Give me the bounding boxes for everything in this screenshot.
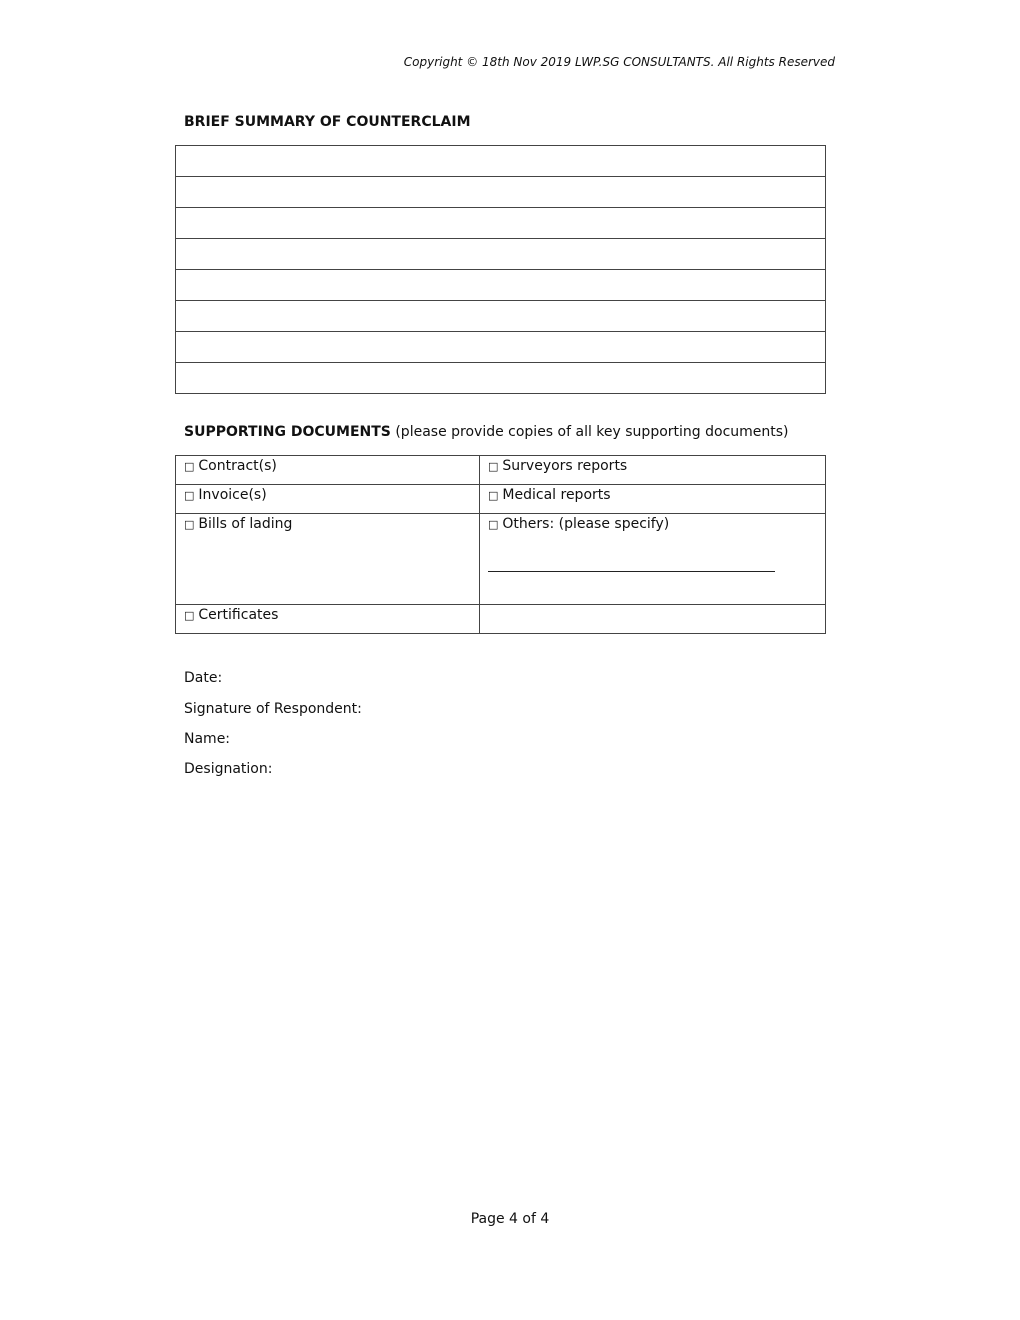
surveyors-reports-label: Surveyors reports bbox=[502, 458, 628, 474]
checkbox-icon[interactable]: □ bbox=[184, 518, 195, 531]
supporting-documents-table bbox=[175, 455, 826, 634]
summary-row bbox=[176, 177, 826, 208]
surveyors-reports-option[interactable] bbox=[480, 456, 826, 485]
invoices-label: Invoice(s) bbox=[198, 487, 267, 503]
page-number: Page 4 of 4 bbox=[470, 1211, 550, 1227]
checkbox-icon[interactable]: □ bbox=[488, 460, 499, 473]
medical-reports-option[interactable] bbox=[480, 485, 826, 514]
summary-row bbox=[176, 270, 826, 301]
supporting-documents-note: (please provide copies of all key supporting documents) bbox=[390, 424, 789, 440]
others-option[interactable] bbox=[480, 514, 826, 605]
summary-row bbox=[176, 208, 826, 239]
checkbox-icon[interactable]: □ bbox=[184, 609, 195, 622]
empty-cell bbox=[480, 605, 826, 634]
bills-of-lading-option[interactable] bbox=[176, 514, 480, 605]
checkbox-icon[interactable]: □ bbox=[488, 489, 499, 502]
summary-row bbox=[176, 239, 826, 270]
summary-entry-field[interactable] bbox=[176, 301, 826, 332]
summary-row bbox=[176, 332, 826, 363]
others-label: Others: (please specify) bbox=[502, 516, 670, 532]
checkbox-icon[interactable]: □ bbox=[488, 518, 499, 531]
supporting-documents-title bbox=[184, 424, 789, 440]
summary-entry-field[interactable] bbox=[176, 177, 826, 208]
date-label: Date: bbox=[184, 670, 223, 686]
name-label: Name: bbox=[184, 731, 231, 747]
documents-row bbox=[176, 514, 826, 605]
counterclaim-summary-table bbox=[175, 145, 826, 394]
bills-of-lading-label: Bills of lading bbox=[198, 516, 293, 532]
medical-reports-label: Medical reports bbox=[502, 487, 611, 503]
summary-row bbox=[176, 146, 826, 177]
contracts-label: Contract(s) bbox=[198, 458, 277, 474]
certificates-label: Certificates bbox=[198, 607, 279, 623]
summary-entry-field[interactable] bbox=[176, 332, 826, 363]
documents-row bbox=[176, 605, 826, 634]
summary-entry-field[interactable] bbox=[176, 363, 826, 394]
others-specify-line[interactable] bbox=[488, 571, 775, 572]
summary-row bbox=[176, 363, 826, 394]
supporting-documents-heading: SUPPORTING DOCUMENTS bbox=[184, 424, 391, 440]
checkbox-icon[interactable]: □ bbox=[184, 489, 195, 502]
designation-label: Designation: bbox=[184, 761, 273, 777]
counterclaim-summary-title: BRIEF SUMMARY OF COUNTERCLAIM bbox=[184, 114, 471, 130]
summary-entry-field[interactable] bbox=[176, 146, 826, 177]
checkbox-icon[interactable]: □ bbox=[184, 460, 195, 473]
documents-row bbox=[176, 456, 826, 485]
summary-entry-field[interactable] bbox=[176, 270, 826, 301]
copyright-notice: Copyright © 18th Nov 2019 LWP.SG CONSULTANTS. All Rights Reserved bbox=[403, 55, 835, 69]
summary-entry-field[interactable] bbox=[176, 208, 826, 239]
documents-row bbox=[176, 485, 826, 514]
invoices-option[interactable] bbox=[176, 485, 480, 514]
certificates-option[interactable] bbox=[176, 605, 480, 634]
summary-row bbox=[176, 301, 826, 332]
signature-label: Signature of Respondent: bbox=[184, 701, 362, 717]
contracts-option[interactable] bbox=[176, 456, 480, 485]
summary-entry-field[interactable] bbox=[176, 239, 826, 270]
